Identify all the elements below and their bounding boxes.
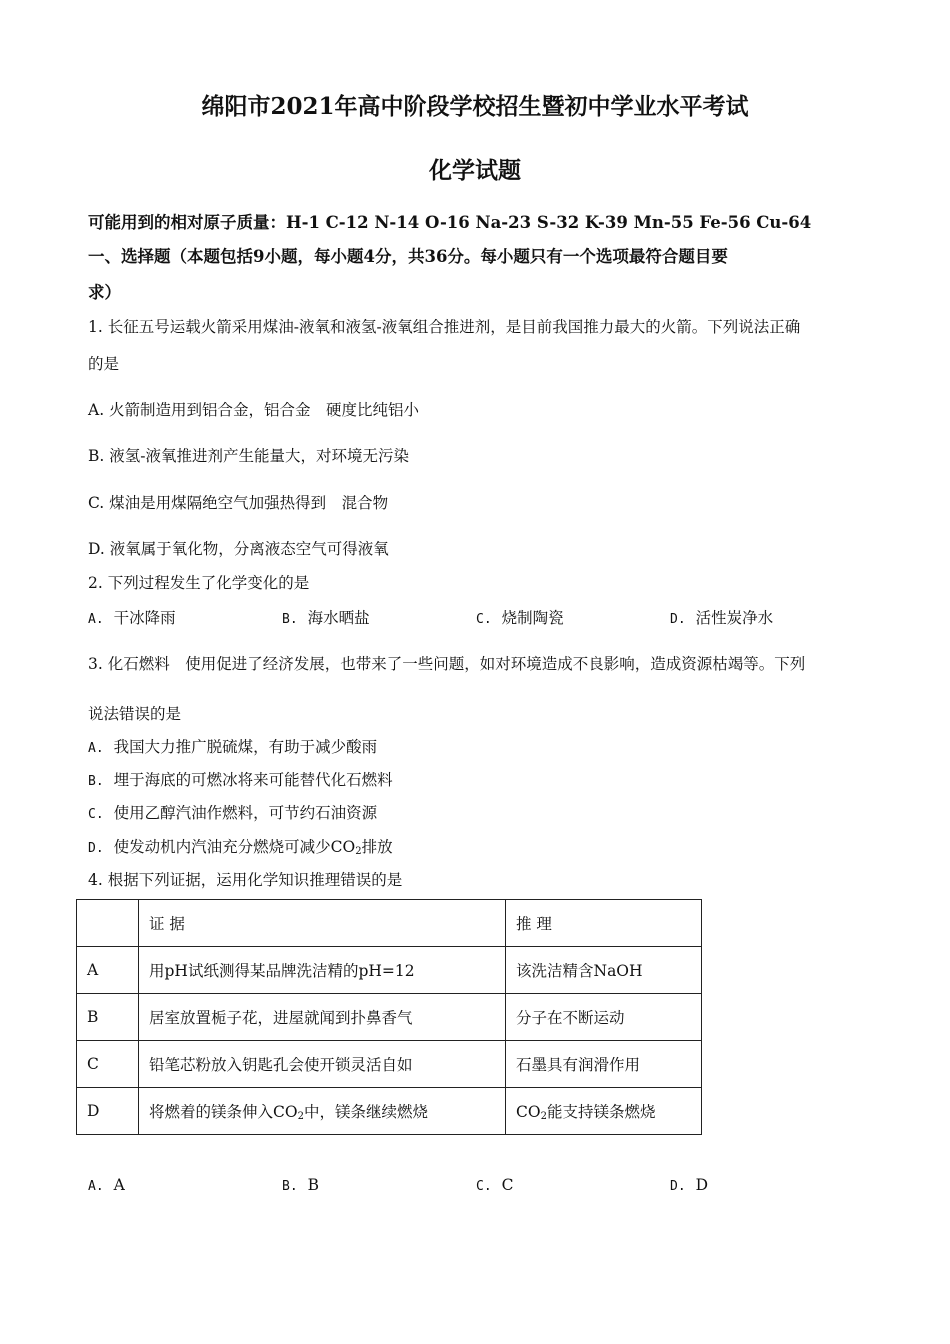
q1-option-a: A. 火箭制造用到铝合金，铝合金 硬度比纯铝小 bbox=[88, 401, 420, 419]
exam-subtitle: 化学试题 bbox=[429, 157, 521, 184]
q3-stem-line2: 说法错误的是 bbox=[88, 705, 182, 723]
table-cell-evidence: 用pH试纸测得某品牌洗洁精的pH=12 bbox=[139, 947, 506, 994]
q4-stem: 4. 根据下列证据，运用化学知识推理错误的是 bbox=[88, 871, 403, 889]
q3-stem-line1: 3. 化石燃料 使用促进了经济发展，也带来了一些问题，如对环境造成不良影响，造成资源枯竭等。下列 bbox=[88, 655, 806, 673]
option-text: B bbox=[307, 1176, 320, 1194]
table-cell-key: B bbox=[77, 994, 139, 1041]
option-text: C bbox=[501, 1176, 514, 1194]
option-text: A bbox=[113, 1176, 125, 1194]
option-text: 活性炭净水 bbox=[695, 609, 774, 627]
option-text: 海水晒盐 bbox=[307, 609, 370, 627]
option-label: D. bbox=[670, 612, 686, 627]
option-label: C. bbox=[476, 1179, 492, 1194]
subscript: 2 bbox=[540, 1111, 547, 1122]
table-row bbox=[77, 994, 702, 1041]
table-row bbox=[77, 947, 702, 994]
q2-option-b bbox=[282, 606, 370, 628]
table-cell-key: C bbox=[77, 1041, 139, 1088]
option-label: C. bbox=[88, 807, 104, 822]
option-label: A. bbox=[88, 741, 104, 756]
q3-option-d bbox=[88, 835, 393, 857]
inference-text-after: 能支持镁条燃烧 bbox=[546, 1103, 656, 1121]
option-label: A. bbox=[88, 612, 104, 627]
evidence-text-before: 将燃着的镁条伸入CO bbox=[149, 1103, 298, 1121]
option-text: 埋于海底的可燃冰将来可能替代化石燃料 bbox=[113, 771, 393, 789]
option-text: D bbox=[695, 1176, 709, 1194]
option-text-after: 排放 bbox=[361, 838, 393, 856]
option-label: A. bbox=[88, 1179, 104, 1194]
option-label: B. bbox=[282, 612, 298, 627]
option-label: C. bbox=[476, 612, 492, 627]
q4-option-b bbox=[282, 1176, 319, 1194]
atomic-mass-line: 可能用到的相对原子质量：H-1 C-12 N-14 O-16 Na-23 S-32 K-39 Mn-55 Fe-56 Cu-64 bbox=[88, 213, 812, 232]
q1-option-c: C. 煤油是用煤隔绝空气加强热得到 混合物 bbox=[88, 494, 389, 512]
q1-option-d: D. 液氧属于氧化物，分离液态空气可得液氧 bbox=[88, 540, 389, 558]
q1-stem-line1: 1. 长征五号运载火箭采用煤油-液氧和液氢-液氧组合推进剂，是目前我国推力最大的火箭。下列说法正确 bbox=[88, 318, 801, 336]
exam-title: 绵阳市2021年高中阶段学校招生暨初中学业水平考试 bbox=[201, 93, 749, 120]
table-cell-key: A bbox=[77, 947, 139, 994]
subscript: 2 bbox=[297, 1111, 304, 1122]
table-header-cell bbox=[77, 900, 139, 947]
q4-option-a bbox=[88, 1176, 125, 1194]
table-header-cell: 推 理 bbox=[506, 900, 702, 947]
table-cell-inference: 石墨具有润滑作用 bbox=[506, 1041, 702, 1088]
q3-option-a bbox=[88, 735, 377, 757]
option-text-before: 使发动机内汽油充分燃烧可减少CO bbox=[113, 838, 356, 856]
q1-stem-line2: 的是 bbox=[88, 355, 120, 373]
option-text: 干冰降雨 bbox=[113, 609, 176, 627]
section-heading-line1: 一、选择题（本题包括9小题，每小题4分，共36分。每小题只有一个选项最符合题目要 bbox=[88, 247, 728, 266]
option-text: 烧制陶瓷 bbox=[501, 609, 564, 627]
table-row bbox=[77, 1088, 702, 1135]
table-header-cell: 证 据 bbox=[139, 900, 506, 947]
table-header-row bbox=[77, 900, 702, 947]
option-text: 我国大力推广脱硫煤，有助于减少酸雨 bbox=[113, 738, 378, 756]
table-row bbox=[77, 1041, 702, 1088]
table-cell-evidence bbox=[139, 1088, 506, 1135]
q4-option-d bbox=[670, 1176, 708, 1194]
table-cell-inference bbox=[506, 1088, 702, 1135]
q2-stem: 2. 下列过程发生了化学变化的是 bbox=[88, 574, 310, 592]
table-cell-inference: 该洗洁精含NaOH bbox=[506, 947, 702, 994]
q4-option-c bbox=[476, 1176, 514, 1194]
evidence-table bbox=[76, 899, 702, 1135]
option-label: D. bbox=[88, 841, 104, 856]
evidence-text-after: 中，镁条继续燃烧 bbox=[303, 1103, 428, 1121]
inference-text-before: CO bbox=[516, 1103, 541, 1121]
option-label: D. bbox=[670, 1179, 686, 1194]
table-cell-evidence: 居室放置栀子花，进屋就闻到扑鼻香气 bbox=[139, 994, 506, 1041]
section-heading-line2: 求） bbox=[88, 283, 121, 302]
q1-option-b: B. 液氢-液氧推进剂产生能量大，对环境无污染 bbox=[88, 447, 409, 465]
q3-option-b bbox=[88, 768, 393, 790]
table-cell-evidence: 铅笔芯粉放入钥匙孔会使开锁灵活自如 bbox=[139, 1041, 506, 1088]
q3-option-c bbox=[88, 801, 377, 823]
option-label: B. bbox=[88, 774, 104, 789]
table-cell-key: D bbox=[77, 1088, 139, 1135]
q2-option-d bbox=[670, 606, 773, 628]
table-cell-inference: 分子在不断运动 bbox=[506, 994, 702, 1041]
q2-option-c bbox=[476, 606, 564, 628]
subscript: 2 bbox=[355, 846, 362, 857]
option-label: B. bbox=[282, 1179, 298, 1194]
q2-option-a bbox=[88, 606, 176, 628]
option-text: 使用乙醇汽油作燃料，可节约石油资源 bbox=[113, 804, 378, 822]
